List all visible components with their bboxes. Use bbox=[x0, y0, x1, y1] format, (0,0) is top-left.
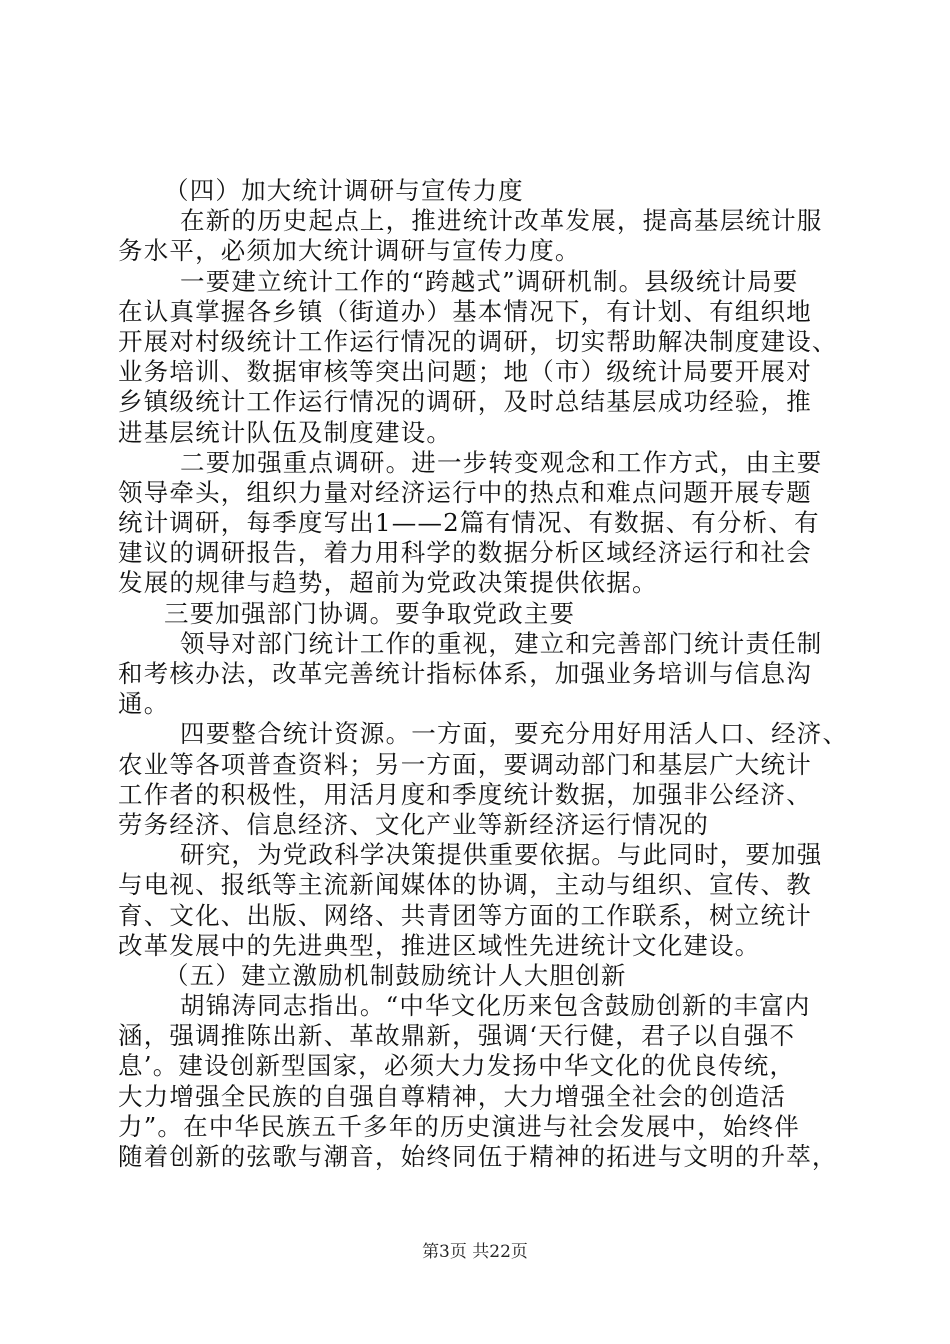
paragraph-line: 开展对村级统计工作运行情况的调研，切实帮助解决制度建设、 bbox=[118, 326, 838, 356]
paragraph-line: 涵，强调推陈出新、革故鼎新，强调‘天行健，君子以自强不 bbox=[118, 1021, 796, 1051]
paragraph-line: 进基层统计队伍及制度建设。 bbox=[118, 417, 453, 447]
paragraph-line: 胡锦涛同志指出。“中华文化历来包含鼓励创新的丰富内 bbox=[180, 991, 811, 1021]
paragraph-line: 通。 bbox=[118, 689, 170, 719]
paragraph-line: 领导牵头，组织力量对经济运行中的热点和难点问题开展专题 bbox=[118, 477, 812, 507]
paragraph-line: 研究，为党政科学决策提供重要依据。与此同时，要加强 bbox=[180, 840, 823, 870]
document-body bbox=[118, 176, 858, 1172]
paragraph-line: 二要加强重点调研。进一步转变观念和工作方式，由主要 bbox=[180, 447, 823, 477]
paragraph-line: 息’。建设创新型国家，必须大力发扬中华文化的优良传统， bbox=[118, 1051, 796, 1081]
paragraph-line: 与电视、报纸等主流新闻媒体的协调，主动与组织、宣传、教 bbox=[118, 870, 812, 900]
paragraph-line: 随着创新的弦歌与潮音，始终同伍于精神的拓进与文明的升萃， bbox=[118, 1142, 838, 1171]
section-heading-5: （五）建立激励机制鼓励统计人大胆创新 bbox=[164, 960, 627, 990]
paragraph-line: 和考核办法，改革完善统计指标体系，加强业务培训与信息沟 bbox=[118, 659, 812, 688]
paragraph-line: 建议的调研报告，着力用科学的数据分析区域经济运行和社会 bbox=[118, 538, 812, 568]
section-heading-4: （四）加大统计调研与宣传力度 bbox=[164, 176, 524, 205]
paragraph-line: 统计调研，每季度写出1——2篇有情况、有数据、有分析、有 bbox=[118, 508, 820, 538]
paragraph-line: 农业等各项普查资料；另一方面，要调动部门和基层广大统计 bbox=[118, 749, 812, 779]
page-footer: 第3页 共22页 bbox=[422, 1242, 528, 1262]
paragraph-line: 大力增强全民族的自强自尊精神，大力增强全社会的创造活 bbox=[118, 1081, 787, 1111]
paragraph-line: 劳务经济、信息经济、文化产业等新经济运行情况的 bbox=[118, 809, 710, 839]
paragraph-line: 四要整合统计资源。一方面，要充分用好用活人口、经济、 bbox=[180, 719, 849, 749]
paragraph-line: 业务培训、数据审核等突出问题；地（市）级统计局要开展对 bbox=[118, 357, 812, 387]
paragraph-line: 领导对部门统计工作的重视，建立和完善部门统计责任制 bbox=[180, 628, 823, 658]
paragraph-line: 育、文化、出版、网络、共青团等方面的工作联系，树立统计 bbox=[118, 900, 812, 930]
paragraph-line: 三要加强部门协调。要争取党政主要 bbox=[164, 598, 576, 628]
paragraph-line: 在新的历史起点上，推进统计改革发展，提高基层统计服 bbox=[180, 206, 823, 236]
paragraph-line: 乡镇级统计工作运行情况的调研，及时总结基层成功经验，推 bbox=[118, 387, 812, 417]
paragraph-line: 力”。在中华民族五千多年的历史演进与社会发展中，始终伴 bbox=[118, 1111, 800, 1141]
paragraph-line: 工作者的积极性，用活月度和季度统计数据，加强非公经济、 bbox=[118, 779, 812, 809]
paragraph-line: 务水平，必须加大统计调研与宣传力度。 bbox=[118, 236, 581, 266]
paragraph-line: 改革发展中的先进典型，推进区域性先进统计文化建设。 bbox=[118, 930, 761, 960]
paragraph-line: 一要建立统计工作的“跨越式”调研机制。县级统计局要 bbox=[180, 266, 799, 296]
paragraph-line: 发展的规律与趋势，超前为党政决策提供依据。 bbox=[118, 568, 658, 598]
paragraph-line: 在认真掌握各乡镇（街道办）基本情况下，有计划、有组织地 bbox=[118, 296, 812, 326]
